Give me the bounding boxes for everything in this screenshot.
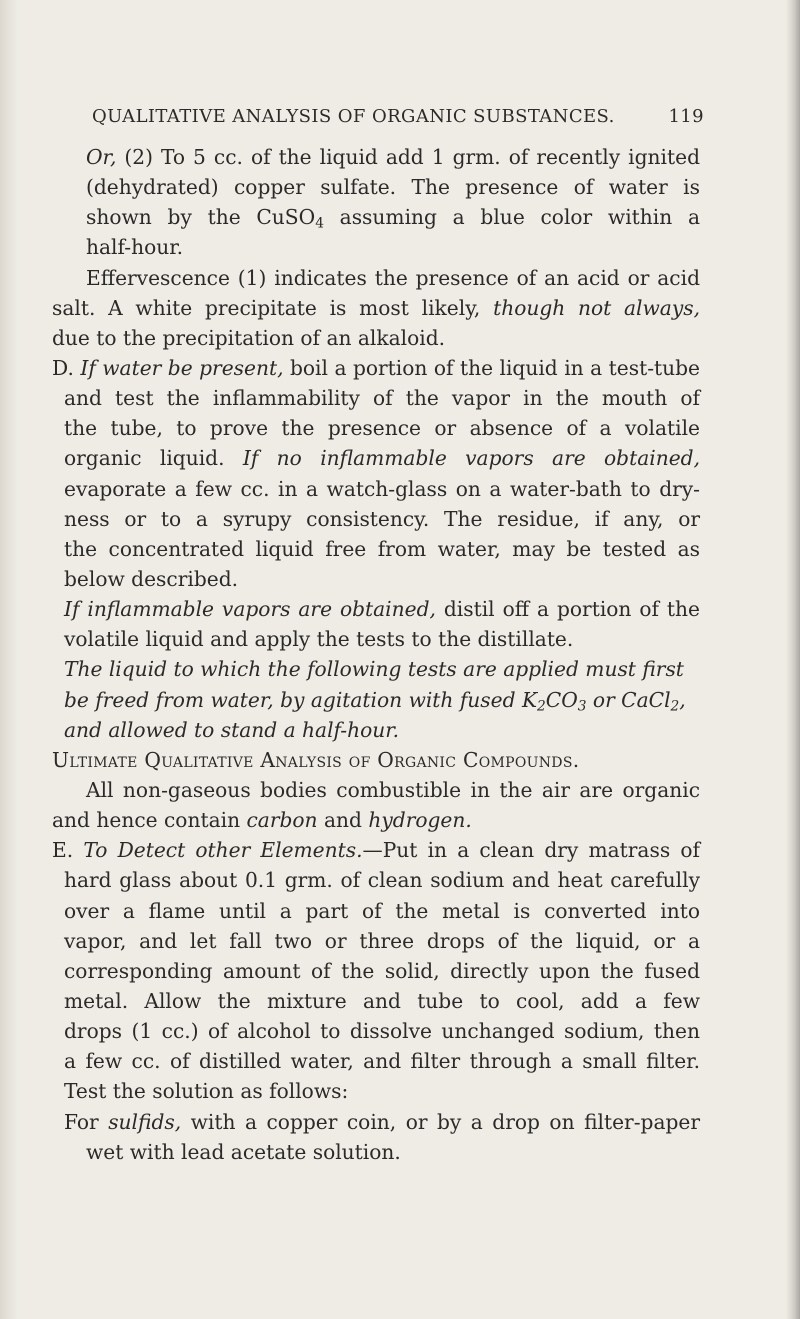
text-line <box>52 353 700 383</box>
text-line <box>52 142 700 172</box>
text-line: and test the inflammability of the vapor in the mouth of <box>64 386 700 411</box>
text-line <box>52 202 700 232</box>
text-line: (dehydrated) copper sulfate. The presence of water is <box>86 175 700 200</box>
page-body <box>52 142 700 1167</box>
text-line: metal. Allow the mixture and tube to cool, add a few <box>64 988 700 1013</box>
page-number: 119 <box>668 106 704 127</box>
text-italic: Or, <box>86 145 117 169</box>
text-line: ness or to a syrupy consistency. The residue, if any, or <box>64 506 700 531</box>
text-italic: sulfids, <box>108 1109 182 1134</box>
text-span: with a copper coin, or by a drop on filter-paper <box>181 1109 700 1134</box>
text-italic: If no inflammable vapors are obtained, <box>242 446 700 471</box>
text-italic: To Detect other Elements. <box>83 838 363 863</box>
text-italic <box>64 688 686 712</box>
text-span: distil off a portion of the <box>435 597 700 622</box>
text-line: the tube, to prove the presence or absence of a volatile <box>64 416 700 441</box>
text-line <box>52 443 700 473</box>
text-italic: If inflammable vapors are obtained, <box>64 597 436 622</box>
text-line: a few cc. of distilled water, and filter through a small filter. <box>64 1049 700 1074</box>
section-heading: Ultimate Qualitative Analysis of Organic Compounds. <box>52 747 580 772</box>
text-line <box>52 293 700 323</box>
text-line: hard glass about 0.1 grm. of clean sodium and heat carefully <box>64 868 700 893</box>
text-line: corresponding amount of the solid, directly upon the fused <box>64 958 700 983</box>
running-header <box>92 106 704 127</box>
text-line: due to the precipitation of an alkaloid. <box>52 325 446 350</box>
text-span: boil a portion of the liquid in a test-tube <box>283 355 700 380</box>
subscript: 2 <box>670 697 680 714</box>
text-span: salt. A white precipitate is most likely, <box>52 295 481 320</box>
text-italic: and allowed to stand a half-hour. <box>64 717 400 742</box>
text-italic: carbon <box>246 808 318 833</box>
text-line: evaporate a few cc. in a watch-glass on a water-bath to dry- <box>64 476 700 501</box>
text-span: , <box>679 687 686 712</box>
text-span: and hence contain <box>52 808 247 833</box>
text-italic: The liquid to which the following tests are applied must first <box>64 657 684 682</box>
text-span: assuming a blue color within a <box>323 205 701 230</box>
text-line: the concentrated liquid free from water, may be tested as <box>64 536 700 561</box>
text-line: over a flame until a part of the metal is converted into <box>64 898 700 923</box>
page-edge-shadow <box>786 0 800 1319</box>
text-span: be freed from water, by agitation with fused K <box>64 687 538 712</box>
subscript: 3 <box>577 697 587 714</box>
text-line: volatile liquid and apply the tests to the distillate. <box>64 627 574 652</box>
text-line: vapor, and let fall two or three drops of the liquid, or a <box>64 928 700 953</box>
text-line <box>52 835 700 865</box>
text-span: (2) To 5 cc. of the liquid add 1 grm. of recently ignited <box>116 145 700 169</box>
text-italic: hydrogen. <box>368 808 472 833</box>
text-span: organic liquid. <box>64 446 243 471</box>
text-line <box>52 654 700 684</box>
text-line <box>52 594 700 624</box>
text-span: and <box>317 808 369 833</box>
text-span: shown by the CuSO <box>86 205 316 230</box>
text-line: Effervescence (1) indicates the presence of an acid or acid <box>86 265 700 290</box>
text-line: half-hour. <box>86 235 184 260</box>
running-title: QUALITATIVE ANALYSIS OF ORGANIC SUBSTANCES. <box>92 106 615 127</box>
section-label: E. <box>52 838 84 863</box>
subscript: 4 <box>315 215 324 232</box>
text-italic: though not always, <box>480 295 701 320</box>
text-line: All non-gaseous bodies combustible in the air are organic <box>86 777 700 802</box>
section-label: D. <box>52 355 81 380</box>
text-span: —Put in a clean dry matrass of <box>362 838 700 863</box>
text-italic: If water be present, <box>80 355 284 380</box>
subscript: 2 <box>537 697 546 714</box>
text-line: wet with lead acetate solution. <box>86 1139 401 1164</box>
text-span: CO <box>545 687 578 712</box>
text-line <box>52 715 700 745</box>
text-line: Test the solution as follows: <box>64 1079 349 1104</box>
text-span: For <box>64 1109 109 1134</box>
text-span: or CaCl <box>586 687 671 712</box>
page-gutter-shadow <box>0 0 18 1319</box>
text-line <box>52 685 700 715</box>
text-line <box>52 805 700 835</box>
text-line: drops (1 cc.) of alcohol to dissolve unchanged sodium, then <box>64 1019 700 1044</box>
text-line: below described. <box>64 566 239 591</box>
text-line <box>52 1107 700 1137</box>
